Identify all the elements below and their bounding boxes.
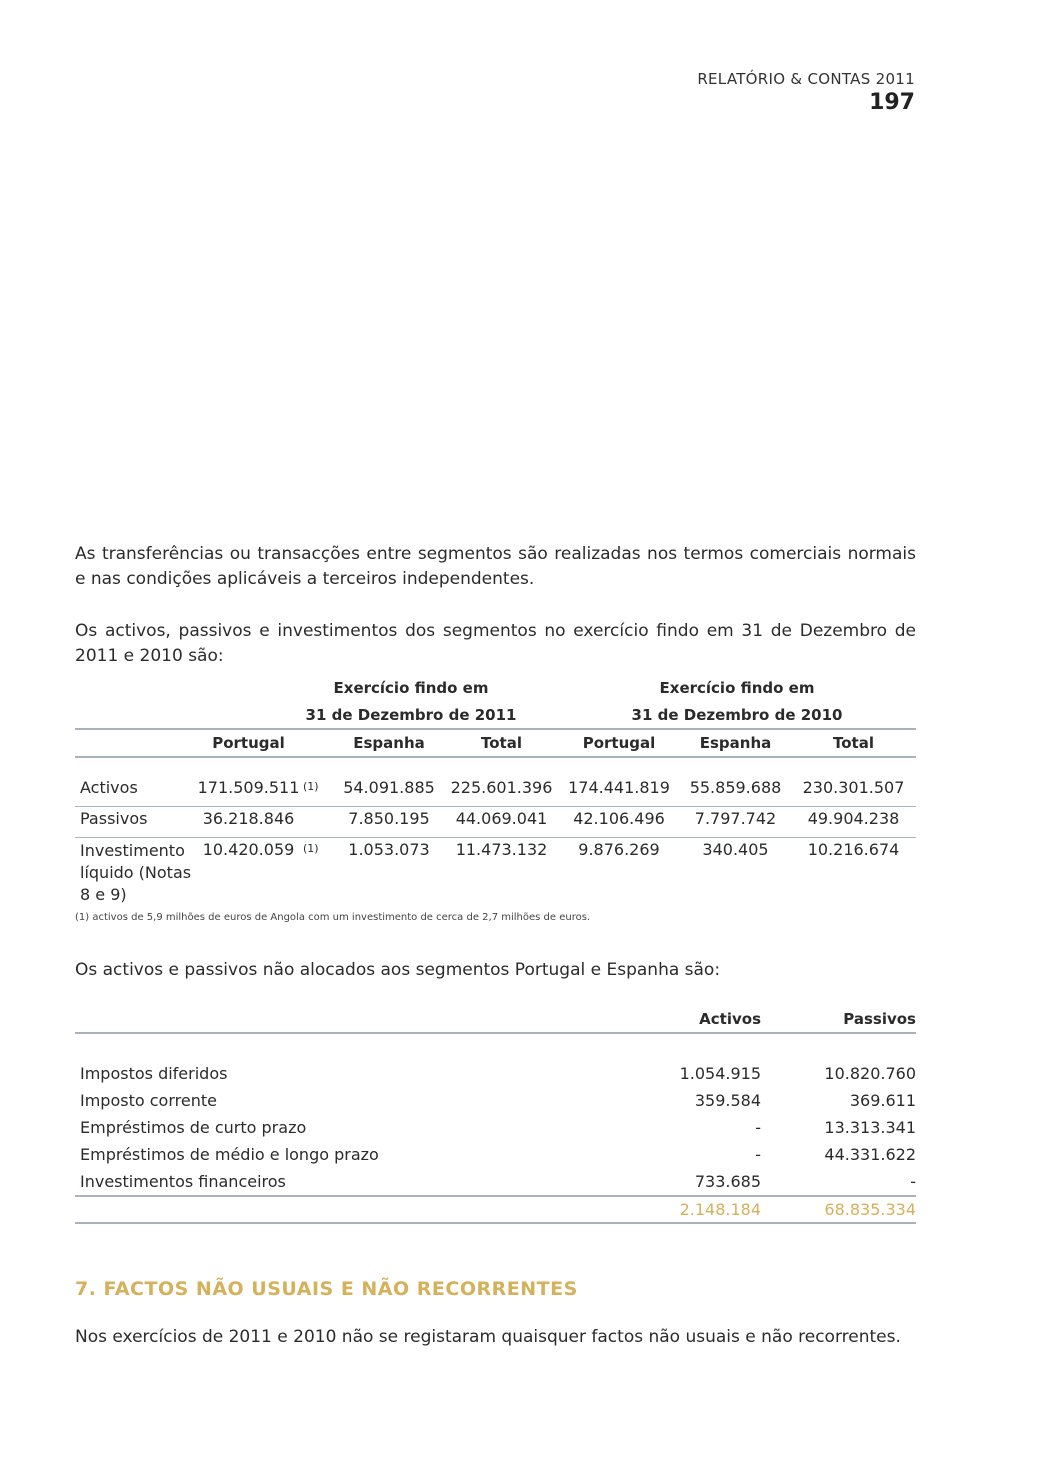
table-row xyxy=(75,838,916,907)
cell: - xyxy=(755,1118,761,1137)
table-row xyxy=(75,1087,916,1114)
cell: 369.611 xyxy=(849,1091,916,1110)
col-total-2010: Total xyxy=(791,729,916,757)
paragraph-segments-intro: Os activos, passivos e investimentos dos segmentos no exercício findo em 31 de Dezembro de 2011 e 2010 são: xyxy=(75,621,916,666)
table-row xyxy=(75,1168,916,1196)
cell: 7.797.742 xyxy=(680,807,791,838)
cell: 1.053.073 xyxy=(348,840,430,859)
section-title: 7. FACTOS NÃO USUAIS E NÃO RECORRENTES xyxy=(75,1278,578,1300)
cell: 44.331.622 xyxy=(824,1145,916,1164)
table-row xyxy=(75,1141,916,1168)
paragraph-non-allocated-intro: Os activos e passivos não alocados aos segmentos Portugal e Espanha são: xyxy=(75,960,721,980)
table-row xyxy=(75,1060,916,1087)
cell: 230.301.507 xyxy=(791,776,916,807)
row-label: Imposto corrente xyxy=(80,1091,217,1110)
page-number: 197 xyxy=(869,90,915,115)
period-2011-line2: 31 de Dezembro de 2011 xyxy=(305,705,517,724)
cell: 44.069.041 xyxy=(445,807,558,838)
cell: 10.216.674 xyxy=(807,840,900,859)
row-label: Passivos xyxy=(75,807,194,838)
cell: 49.904.238 xyxy=(791,807,916,838)
cell: 10.420.059 xyxy=(202,840,295,859)
table-row xyxy=(75,1114,916,1141)
non-allocated-column-headers xyxy=(75,1006,916,1033)
cell: 340.405 xyxy=(702,840,769,859)
col-activos: Activos xyxy=(666,1006,761,1033)
cell: 9.876.269 xyxy=(578,840,660,859)
col-passivos: Passivos xyxy=(761,1006,916,1033)
row-label: Investimento líquido (Notas 8 e 9) xyxy=(80,841,192,904)
note-marker: (1) xyxy=(303,776,333,807)
row-label: Impostos diferidos xyxy=(80,1064,228,1083)
footnote: (1) activos de 5,9 milhões de euros de Angola com um investimento de cerca de 2,7 milhões de euros. xyxy=(75,912,591,923)
non-allocated-table xyxy=(75,1006,916,1224)
period-2011-line1: Exercício findo em xyxy=(333,678,489,697)
table-row xyxy=(75,807,916,838)
row-label: Investimentos financeiros xyxy=(75,1168,666,1196)
note-marker: (1) xyxy=(303,842,319,855)
cell: 1.054.915 xyxy=(679,1064,761,1083)
cell: 733.685 xyxy=(666,1168,761,1196)
cell: - xyxy=(761,1168,916,1196)
page-header xyxy=(697,70,915,115)
cell: 54.091.885 xyxy=(333,776,445,807)
cell: 36.218.846 xyxy=(194,807,303,838)
cell: 174.441.819 xyxy=(558,776,680,807)
paragraph-transfers: As transferências ou transacções entre segmentos são realizadas nos termos comerciais normais e nas condições aplicáveis a terceiros independentes. xyxy=(75,544,916,589)
period-2010-line1: Exercício findo em xyxy=(659,678,815,697)
col-espanha-2011: Espanha xyxy=(333,729,445,757)
report-title: RELATÓRIO & CONTAS 2011 xyxy=(697,70,915,88)
segments-column-headers xyxy=(75,729,916,757)
cell: 171.509.511 xyxy=(194,776,303,807)
row-label: Activos xyxy=(75,776,194,807)
cell: 42.106.496 xyxy=(558,807,680,838)
cell: - xyxy=(755,1145,761,1164)
cell: 359.584 xyxy=(694,1091,761,1110)
paragraph-no-unusual-facts: Nos exercícios de 2011 e 2010 não se registaram quaisquer factos não usuais e não recorrentes. xyxy=(75,1327,901,1347)
row-label: Empréstimos de médio e longo prazo xyxy=(80,1145,379,1164)
cell: 11.473.132 xyxy=(455,840,548,859)
col-total-2011: Total xyxy=(445,729,558,757)
col-espanha-2010: Espanha xyxy=(680,729,791,757)
segments-table xyxy=(75,674,916,906)
total-activos: 2.148.184 xyxy=(666,1196,761,1223)
col-portugal-2011: Portugal xyxy=(194,729,303,757)
cell: 10.820.760 xyxy=(824,1064,916,1083)
total-passivos: 68.835.334 xyxy=(761,1196,916,1223)
cell: 225.601.396 xyxy=(445,776,558,807)
row-label: Empréstimos de curto prazo xyxy=(80,1118,307,1137)
cell: 7.850.195 xyxy=(333,807,445,838)
note-marker xyxy=(303,807,333,838)
cell: 13.313.341 xyxy=(824,1118,916,1137)
col-portugal-2010: Portugal xyxy=(558,729,680,757)
period-2010-line2: 31 de Dezembro de 2010 xyxy=(631,705,843,724)
table-row xyxy=(75,776,916,807)
total-row xyxy=(75,1196,916,1223)
cell: 55.859.688 xyxy=(680,776,791,807)
